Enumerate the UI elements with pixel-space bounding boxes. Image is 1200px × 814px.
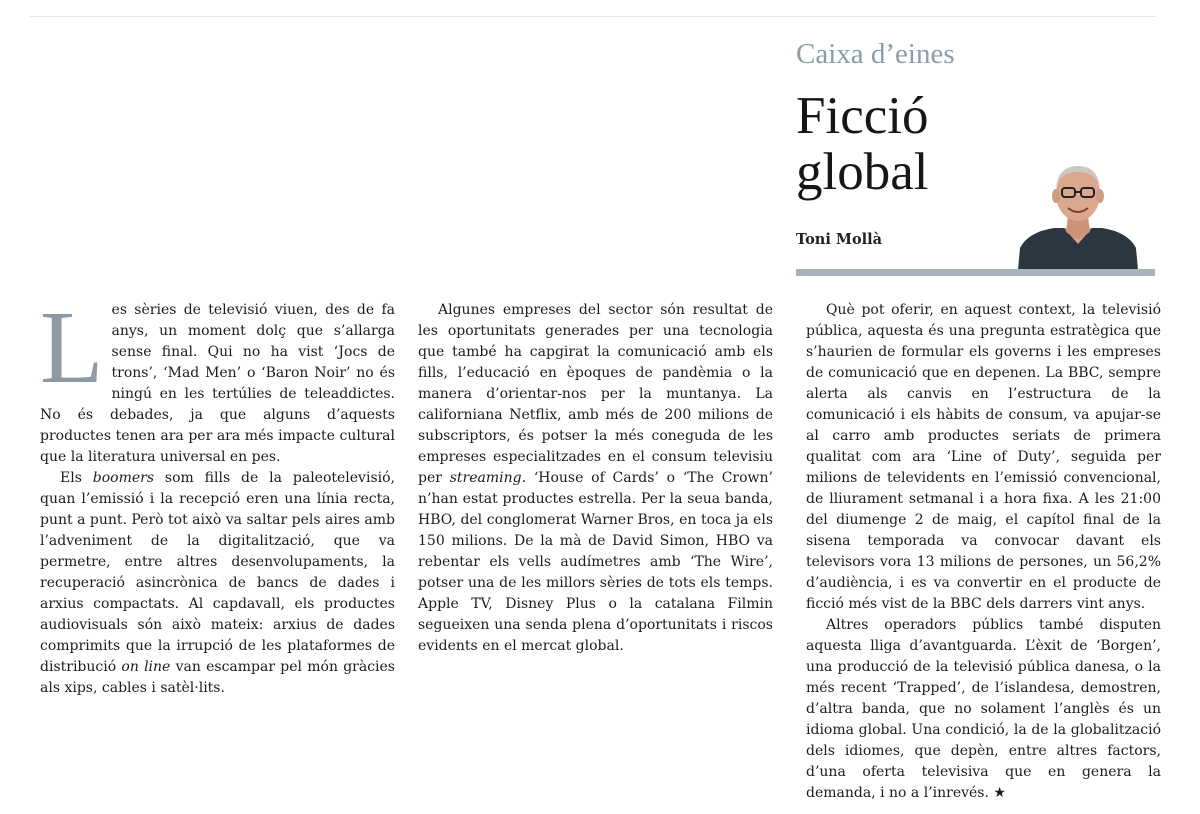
- header-divider-bar: [796, 269, 1155, 276]
- top-rule: [30, 16, 1156, 17]
- p2-text-a: Els: [60, 470, 93, 486]
- p3-text-a: Algunes empreses del sector són resultat de les oportunitats generades per una tecnologia que també ha capgirat la comunicació amb els fills, l’educació en èpoques de pandèmia o la manera d’orientar-nos per la muntanya. La californiana Netflix, amb més de 200 milions de subscriptors, és potser la més coneguda de les empreses especialitzades en el consum televisiu per: [418, 302, 773, 486]
- article-column-2: [418, 300, 773, 657]
- paragraph-2: [40, 468, 395, 699]
- paragraph-3: [418, 300, 773, 657]
- headline-line-1: Ficció: [796, 87, 929, 145]
- p2-italic-boomers: boomers: [92, 470, 155, 486]
- p2-text-c: som fills de la paleotelevisió, quan l’emissió i la recepció eren una línia recta, punt a punt. Però tot això va saltar pels aires amb l’adveniment de la digitalització, que va permetre, entre altres desenvolupaments, la recuperació asincrònica de bancs de dades i arxius compactats. Al capdavall, els productes audiovisuals són això mateix: arxius de dades comprimits que la irrupció de les plataformes de distribució: [40, 470, 395, 675]
- p2-italic-online: on line: [121, 659, 171, 675]
- article-column-3: [806, 300, 1161, 804]
- headline: [796, 88, 928, 200]
- article-column-1: [40, 290, 395, 699]
- section-label: Caixa d’eines: [796, 38, 955, 70]
- p2-text-e: van escampar pel món gràcies als xips, cables i satèl·lits.: [40, 659, 395, 696]
- p3-italic-streaming: streaming: [449, 470, 522, 486]
- paragraph-5: Altres operadors públics també disputen aquesta lliga d’avantguarda. L’èxit de ‘Borgen’, una producció de la televisió pública danesa, o la més recent ‘Trapped’, de l’islandesa, demostren, d’altra banda, que no solament l’anglès és un idioma global. Una condició, la de la globalització dels idiomes, que depèn, entre altres factors, d’una oferta televisiva que en genera la demanda, i no a l’inrevés. ★: [806, 617, 1161, 801]
- author-photo: [1018, 160, 1138, 270]
- paragraph-4: Què pot oferir, en aquest context, la televisió pública, aquesta és una pregunta estratègica que s’haurien de formular els governs i les empreses de comunicació que en depenen. La BBC, sempre alerta als canvis en l’estructura de la comunicació i els hàbits de consum, va apujar-se al carro amb productes seriats de primera qualitat com ara ‘Line of Duty’, seguida per milions de televidents en l’emissió convencional, de lliurament setmanal i a hora fixa. A les 21:00 del diumenge 2 de maig, el capítol final de la sisena temporada va convocar davant els televisors vora 13 milions de persones, un 56,2% d’audiència, i es va convertir en el producte de ficció més vist de la BBC dels darrers vint anys.: [806, 302, 1161, 612]
- paragraph-1: [40, 290, 395, 468]
- author-byline: Toni Mollà: [796, 231, 883, 248]
- paragraph-1-text: es sèries de televisió viuen, des de fa anys, un moment dolç que s’allarga sense final. Qui no ha vist ‘Jocs de trons’, ‘Mad Men’ o ‘Baron Noir’ no és ningú en les tertúlies de teleaddictes. No és debades, ja que alguns d’aquests productes tenen ara per ara més impacte cultural que la literatura universal en pes.: [40, 302, 395, 465]
- drop-cap: L: [40, 290, 104, 405]
- p3-text-c: . ‘House of Cards’ o ‘The Crown’ n’han estat productes estrella. Per la seua banda, HBO, del conglomerat Warner Bros, en toca ja els 150 milions. De la mà de David Simon, HBO va rebentar els vells audímetres amb ‘The Wire’, potser una de les millors sèries de tots els temps. Apple TV, Disney Plus o la catalana Filmin segueixen una senda plena d’oportunitats i riscos evidents en el mercat global.: [418, 470, 773, 654]
- headline-line-2: global: [796, 143, 929, 201]
